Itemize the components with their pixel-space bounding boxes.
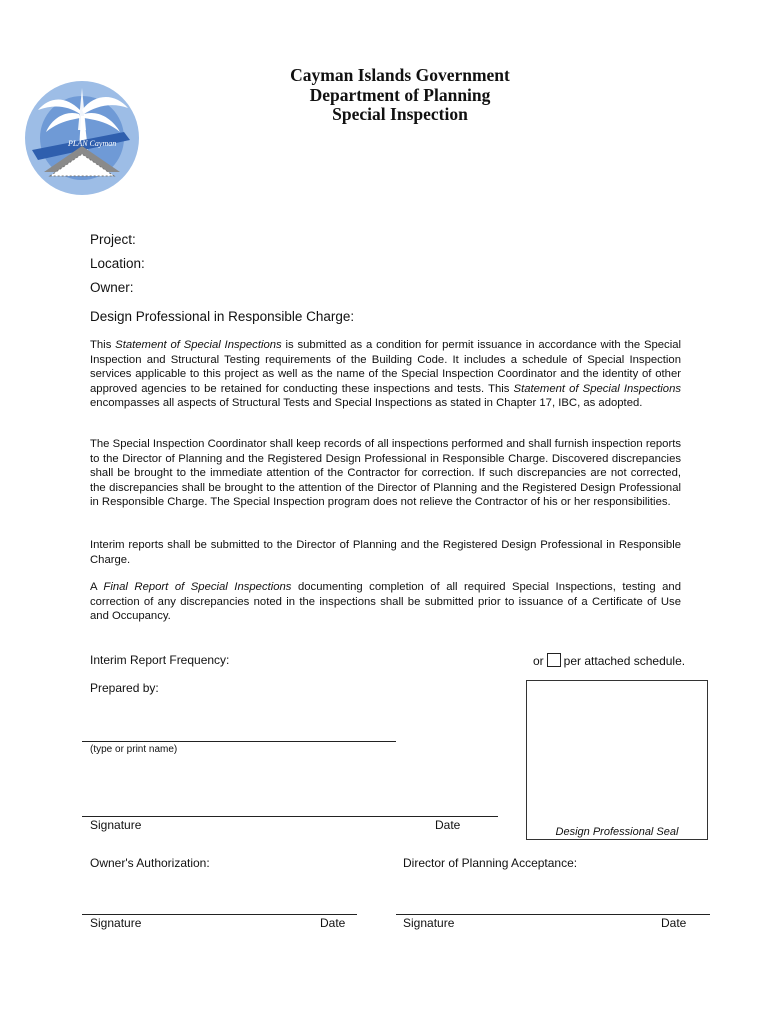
seal-label: Design Professional Seal bbox=[555, 826, 679, 838]
director-signature-line[interactable] bbox=[396, 914, 710, 915]
director-date-label: Date bbox=[661, 916, 687, 930]
header-government: Cayman Islands Government bbox=[290, 65, 510, 85]
design-professional-label: Design Professional in Responsible Charge: bbox=[90, 309, 355, 324]
director-acceptance-label: Director of Planning Acceptance: bbox=[403, 856, 578, 870]
prepared-date-label: Date bbox=[435, 818, 461, 832]
owner-signature-line[interactable] bbox=[82, 914, 357, 915]
project-label: Project: bbox=[90, 232, 136, 247]
header-form-title: Special Inspection bbox=[332, 104, 468, 124]
design-professional-seal-box[interactable] bbox=[526, 680, 708, 840]
per-schedule-option bbox=[533, 653, 685, 668]
owner-label: Owner: bbox=[90, 280, 134, 295]
statement-paragraph: This Statement of Special Inspections is submitted as a condition for permit issuance in accordance with the Special Inspection and Structural Testing requirements of the Building Code. It includes a schedule of Special Inspection services applicable to this project as well as the name of the Special Inspection Coordinator and the identity of other approved agencies to be retained for conducting these inspections and tests. This Statement of Special Inspections encompasses all aspects of Structural Tests and Special Inspections as stated in Chapter 17, IBC, as adopted. bbox=[90, 339, 681, 410]
director-signature-label: Signature bbox=[403, 916, 455, 930]
interim-frequency-label: Interim Report Frequency: bbox=[90, 653, 230, 667]
type-or-print-name-hint: (type or print name) bbox=[90, 744, 178, 755]
final-report-paragraph: A Final Report of Special Inspections documenting completion of all required Special Inspections, testing and correction of any discrepancies noted in the inspections shall be submitted prior to issuance of a Certificate of Use and Occupancy. bbox=[90, 581, 681, 623]
per-schedule-checkbox[interactable] bbox=[547, 653, 561, 667]
prepared-signature-line[interactable] bbox=[82, 816, 498, 817]
owner-date-label: Date bbox=[320, 916, 346, 930]
prepared-by-label: Prepared by: bbox=[90, 681, 159, 695]
owner-signature-label: Signature bbox=[90, 916, 142, 930]
per-schedule-text: per attached schedule. bbox=[563, 654, 686, 668]
interim-reports-paragraph: Interim reports shall be submitted to the Director of Planning and the Registered Design Professional in Responsible Charge. bbox=[90, 539, 681, 566]
owner-authorization-label: Owner's Authorization: bbox=[90, 856, 210, 870]
coordinator-paragraph: The Special Inspection Coordinator shall keep records of all inspections performed and shall furnish inspection reports to the Director of Planning and the Registered Design Professional in Responsible Charge. Discovered discrepancies shall be brought to the immediate attention of the Contractor for correction. If such discrepancies are not corrected, the discrepancies shall be brought to the attention of the Director of Planning and the Registered Design Professional in Responsible Charge. The Special Inspection program does not relieve the Contractor of his or her responsibilities. bbox=[90, 438, 681, 509]
location-label: Location: bbox=[90, 256, 145, 271]
prepared-signature-label: Signature bbox=[90, 818, 142, 832]
logo-text: PLAN Cayman bbox=[68, 139, 117, 148]
or-text: or bbox=[533, 654, 544, 668]
plan-cayman-logo bbox=[24, 80, 140, 196]
prepared-name-line[interactable] bbox=[82, 741, 396, 742]
header-department: Department of Planning bbox=[309, 85, 491, 105]
